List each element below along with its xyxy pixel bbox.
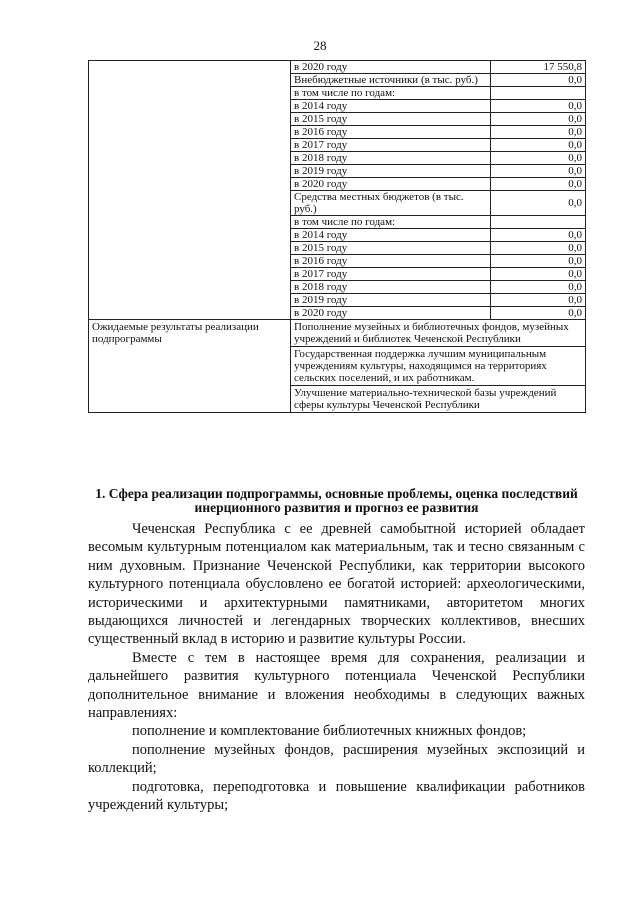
- expected-result: Улучшение материально-технической базы учреждений сферы культуры Чеченской Республики: [291, 386, 586, 413]
- row-value: 0,0: [491, 281, 586, 294]
- row-label: в 2015 году: [291, 113, 491, 126]
- row-label: в 2016 году: [291, 255, 491, 268]
- row-label: в 2018 году: [291, 152, 491, 165]
- paragraph: подготовка, переподготовка и повышение квалификации работников учреждений культуры;: [88, 778, 585, 814]
- row-value: 0,0: [491, 268, 586, 281]
- row-value: 0,0: [491, 139, 586, 152]
- row-label: в 2020 году: [291, 61, 491, 74]
- row-value: 0,0: [491, 100, 586, 113]
- paragraph: пополнение и комплектование библиотечных книжных фондов;: [132, 723, 527, 740]
- row-label: в 2018 году: [291, 281, 491, 294]
- row-label: в 2017 году: [291, 268, 491, 281]
- section-heading: 1. Сфера реализации подпрограммы, основные проблемы, оценка последствий инерционного развития и прогноз ее развития: [95, 486, 578, 515]
- row-value: 0,0: [491, 165, 586, 178]
- body-text: [88, 520, 585, 815]
- row-label: в 2017 году: [291, 139, 491, 152]
- expected-results-label: Ожидаемые результаты реализации подпрограммы: [89, 320, 291, 413]
- row-label: в 2020 году: [291, 178, 491, 191]
- row-label: в 2019 году: [291, 294, 491, 307]
- row-value: 0,0: [491, 255, 586, 268]
- paragraph: пополнение музейных фондов, расширения музейных экспозиций и коллекций;: [88, 741, 585, 777]
- row-label: в 2015 году: [291, 242, 491, 255]
- paragraph: Чеченская Республика с ее древней самобытной историей обладает весомым культурным потенциалом как материальным, так и тесно связанным с ним духовным. Признание Чеченской Республики, как территории высокого культурного потенциала обусловлено ее богатой историей: археологическими, историческими и архитектурными памятниками, авторитетом многих выдающихся личностей и легендарных творческих коллективов, внесших существенный вклад в историю и развитие культуры России.: [88, 521, 585, 648]
- expected-result: Государственная поддержка лучшим муниципальным учреждениям культуры, находящимся на территориях сельских поселений, и их работникам.: [291, 347, 586, 386]
- row-value: 0,0: [491, 74, 586, 87]
- page-number: 28: [313, 38, 327, 53]
- row-value: [491, 216, 586, 229]
- row-value: 0,0: [491, 294, 586, 307]
- row-value: [491, 87, 586, 100]
- row-value: 0,0: [491, 126, 586, 139]
- row-label: Внебюджетные источники (в тыс. руб.): [291, 74, 491, 87]
- row-value: 0,0: [491, 152, 586, 165]
- row-value: 17 550,8: [491, 61, 586, 74]
- funding-table: [88, 60, 586, 413]
- row-label: Средства местных бюджетов (в тыс. руб.): [291, 191, 491, 216]
- row-label: в 2020 году: [291, 307, 491, 320]
- row-label: в 2016 году: [291, 126, 491, 139]
- result-row: [89, 320, 586, 347]
- row-value: 0,0: [491, 242, 586, 255]
- empty-left-cell: [89, 61, 291, 320]
- row-label: в 2014 году: [291, 229, 491, 242]
- expected-result: Пополнение музейных и библиотечных фондов, музейных учреждений и библиотек Чеченской Республики: [291, 320, 586, 347]
- row-label: в том числе по годам:: [291, 87, 491, 100]
- row-label: в 2019 году: [291, 165, 491, 178]
- row-value: 0,0: [491, 191, 586, 216]
- row-value: 0,0: [491, 178, 586, 191]
- row-label: в 2014 году: [291, 100, 491, 113]
- table-row: [89, 61, 586, 74]
- row-label: в том числе по годам:: [291, 216, 491, 229]
- paragraph: Вместе с тем в настоящее время для сохранения, реализации и дальнейшего развития культурного потенциала Чеченской Республики дополнительное внимание и вложения необходимы в следующих важных направлениях:: [88, 649, 585, 722]
- row-value: 0,0: [491, 113, 586, 126]
- row-value: 0,0: [491, 307, 586, 320]
- row-value: 0,0: [491, 229, 586, 242]
